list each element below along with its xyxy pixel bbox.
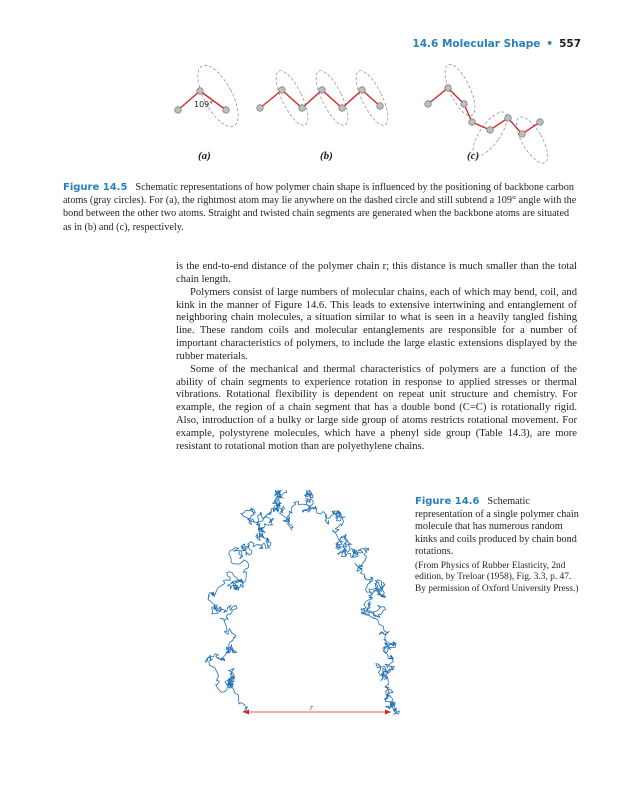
figure-14-5-diagram — [160, 58, 580, 166]
section-title: 14.6 Molecular Shape — [412, 38, 541, 50]
paragraph-2: Polymers consist of large numbers of molecular chains, each of which may bend, coil, and kink in the manner of Figure 14.6. This leads to extensive intertwining and entanglement of neighboring chain molecules, a situation similar to what is seen in a heavily tangled fishing line. These random coils and molecular entanglements are responsible for a number of important characteristics of polymers, to include the large elastic extensions displayed by the rubber materials. — [176, 286, 577, 362]
chain-c — [425, 60, 554, 166]
page-number: 557 — [559, 38, 581, 50]
paragraph-3: Some of the mechanical and thermal characteristics of polymers are a function of the ability of chain segments to experience rotation in response to applied stresses or thermal vibrations. Rotational flexibility is dependent on repeat unit structure and chemistry. For example, the region of a chain segment that has a double bond (C=C) is rotationally rigid. Also, introduction of a bulky or large side group of atoms restricts rotational movement. For example, polystyrene molecules, which have a phenyl side group (Table 14.3), are more resistant to rotational motion than are polyethylene chains. — [176, 363, 577, 452]
figure-14-6-label: Figure 14.6 — [415, 496, 480, 507]
body-text — [176, 261, 577, 454]
random-coil — [205, 490, 399, 715]
chain-path — [205, 490, 399, 715]
figure-14-5-caption-text: Schematic representations of how polymer chain shape is influenced by the positioning of backbone carbon atoms (gray circles). For (a), the rightmost atom may lie anywhere on the dashed circle and still subtend a 109° angle with the bond between the other two atoms. Straight and twisted chain segments are generated when the backbone atoms are situated as in (b) and (c), respectively. — [63, 182, 577, 233]
sublabel-c: (c) — [467, 150, 480, 162]
figure-14-5-caption — [63, 181, 577, 234]
arrow-left-icon — [243, 710, 249, 715]
paragraph-1: is the end-to-end distance of the polymer chain r; this distance is much smaller than the total chain length. — [176, 261, 577, 285]
figure-14-6-chain — [203, 490, 413, 720]
running-head — [412, 38, 581, 50]
figure-14-6-caption — [415, 496, 580, 595]
separator: • — [546, 38, 554, 50]
sublabel-b: (b) — [320, 150, 333, 162]
chain-a — [175, 59, 247, 132]
sublabel-a: (a) — [198, 150, 211, 162]
chain-b — [257, 67, 394, 130]
figure-14-5-label: Figure 14.5 — [63, 182, 128, 193]
figure-14-6-caption-text: Schematic representation of a single polymer chain molecule that has numerous random kinks and coils produced by chain bond rotations. — [415, 496, 579, 558]
arrow-right-icon — [385, 710, 391, 715]
r-label: r — [310, 703, 314, 712]
figure-credit: (From Physics of Rubber Elasticity, 2nd edition, by Treloar (1958), Fig. 3.3, p. 47. By permission of Oxford University Press.) — [415, 560, 579, 594]
angle-label: 109° — [194, 100, 214, 109]
